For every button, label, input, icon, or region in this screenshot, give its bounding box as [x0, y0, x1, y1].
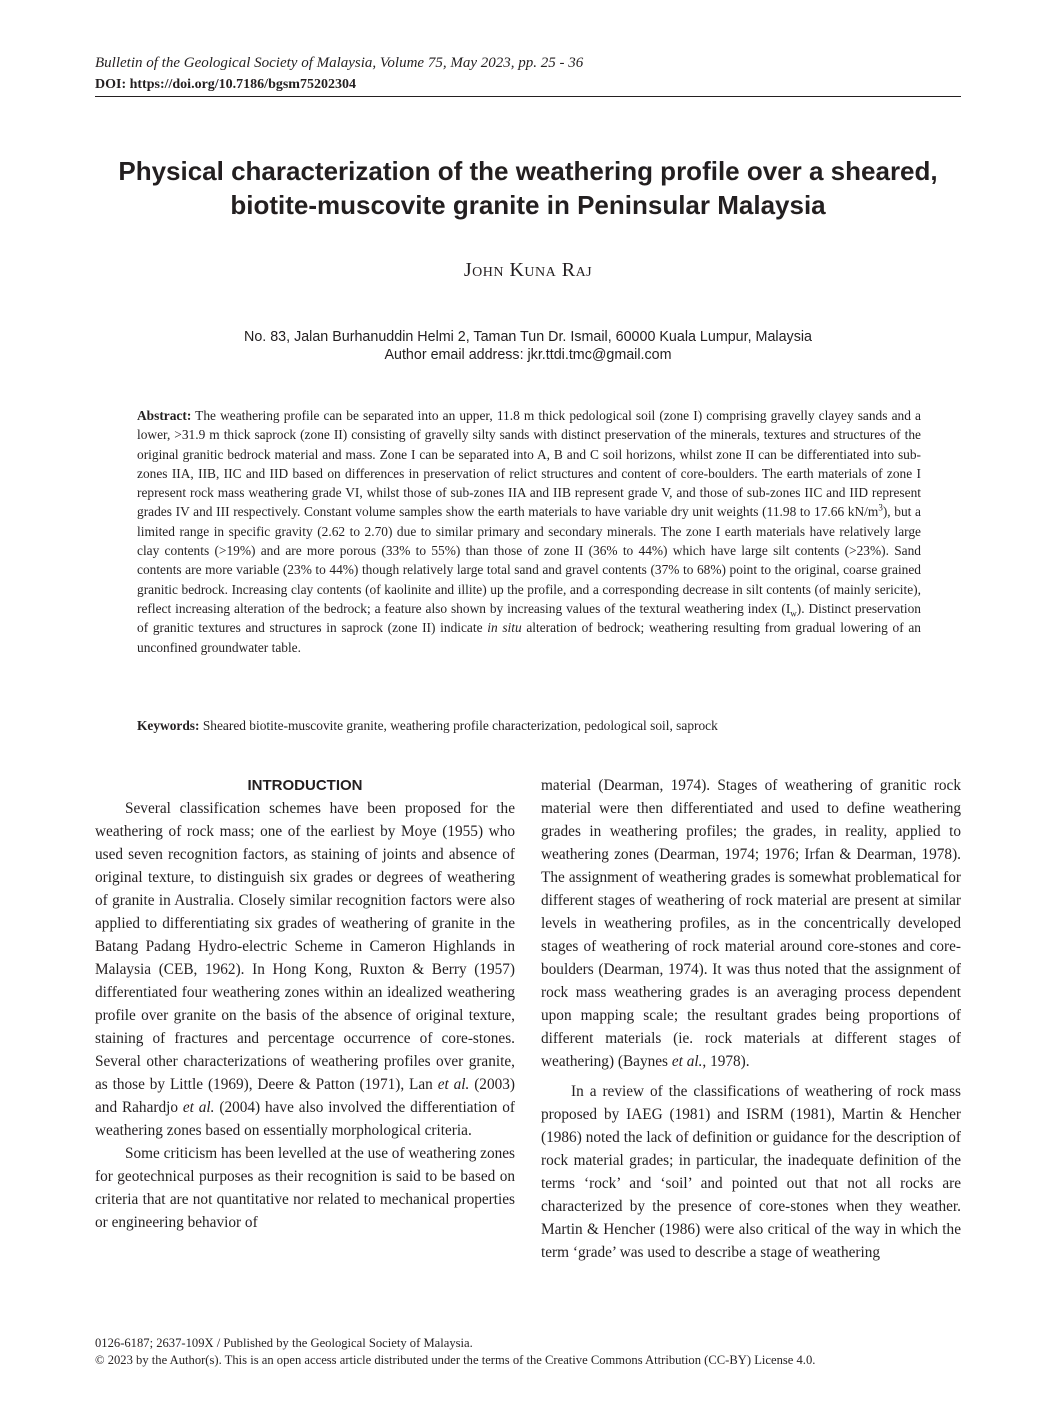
- page-footer: [95, 1335, 961, 1369]
- intro-paragraph-3: [541, 774, 961, 1073]
- footer-issn: 0126-6187; 2637-109X / Published by the Geological Society of Malaysia.: [95, 1336, 473, 1350]
- keywords-label: Keywords:: [137, 718, 200, 733]
- affiliation-address: No. 83, Jalan Burhanuddin Helmi 2, Taman Tun Dr. Ismail, 60000 Kuala Lumpur, Malaysia: [244, 329, 812, 345]
- abstract-italic: in situ: [487, 620, 522, 636]
- abstract-subscript: w: [790, 608, 797, 619]
- affiliation: [95, 328, 961, 364]
- intro-paragraph-2: Some criticism has been levelled at the use of weathering zones for geotechnical purposes as their recognition is said to be based on criteria that are not quantitative nor related to mechanical properties or engineering behavior of: [95, 1145, 515, 1231]
- intro-p1-text-c: (2004) have also involved the differentiation of weathering zones based on essentially morphological criteria.: [95, 1099, 515, 1139]
- footer-license: © 2023 by the Author(s). This is an open access article distributed under the terms of the Creative Commons Attribution (CC-BY) License 4.0.: [95, 1353, 816, 1367]
- keywords: [137, 716, 921, 735]
- intro-p3-text-b: , 1978).: [702, 1053, 750, 1070]
- abstract-label: Abstract:: [137, 408, 192, 423]
- paper-title: [95, 154, 961, 222]
- header-rule: [95, 96, 961, 97]
- intro-p3-italic: et al.: [671, 1053, 703, 1070]
- abstract-text-1: The weathering profile can be separated into an upper, 11.8 m thick pedological soil (zone I) comprising gravelly clayey sands and a lower, >31.9 m thick saprock (zone II) consisting of gravelly silty sands with distinct preservation of the minerals, textures and structures of the original granitic bedrock material and mass. Zone I can be separated into A, B and C soil horizons, whilst zone II can be differentiated into sub-zones IIA, IIB, IIC and IID based on differences in preservation of relict structures and content of core-boulders. The earth materials of zone I represent rock mass weathering grade VI, whilst those of sub-zones IIA and IIB represent grade V, and those of sub-zones IIC and IID represent grades IV and III respectively. Constant volume samples show the earth materials to have variable dry unit weights (11.98 to 17.66 kN/m: [137, 408, 921, 520]
- doi-line[interactable]: DOI: https://doi.org/10.7186/bgsm75202304: [95, 77, 356, 92]
- title-line-2: biotite-muscovite granite in Peninsular Malaysia: [230, 190, 826, 220]
- abstract-superscript: 3: [878, 503, 883, 514]
- author-email[interactable]: Author email address: jkr.ttdi.tmc@gmail.com: [384, 347, 672, 363]
- journal-citation: Bulletin of the Geological Society of Malaysia, Volume 75, May 2023, pp. 25 - 36: [95, 55, 584, 71]
- left-column: [95, 774, 515, 1234]
- title-line-1: Physical characterization of the weathering profile over a sheared,: [118, 156, 938, 186]
- intro-paragraph-4: In a review of the classifications of weathering of rock mass proposed by IAEG (1981) and ISRM (1981), Martin & Hencher (1986) noted the lack of definition or guidance for the description of rock material grades; in particular, the inadequate definition of the terms ‘rock’ and ‘soil’ and pointed out that not all rocks are characterized by the presence of core-stones when they weather. Martin & Hencher (1986) were also critical of the way in which the term ‘grade’ was used to describe a stage of weathering: [541, 1083, 961, 1261]
- intro-p3-text-a: material (Dearman, 1974). Stages of weathering of granitic rock material were then differentiated and used to define weathering grades in weathering profiles; the grades, in reality, applied to weathering zones (Dearman, 1974; 1976; Irfan & Dearman, 1978). The assignment of weathering grades is somewhat problematical for different stages of weathering of rock material are present at similar levels in weathering profiles, as in the concentrically developed stages of weathering of rock material around core-stones and core-boulders (Dearman, 1974). It was thus noted that the assignment of rock mass weathering grades is an averaging process dependent upon mapping scale; the resultant grades being proportions of different materials (ie. rock materials at different stages of weathering) (Baynes: [541, 777, 961, 1070]
- abstract: [137, 406, 921, 657]
- author-name: John Kuna Raj: [463, 259, 593, 281]
- intro-p1-italic-2: et al.: [182, 1099, 215, 1116]
- abstract-text-3: ). Distinct preservation of granitic textures and structures in saprock (zone II) indicate: [137, 600, 921, 636]
- introduction-heading: INTRODUCTION: [247, 777, 363, 794]
- abstract-text-4: alteration of bedrock; weathering resulting from gradual lowering of an unconfined groundwater table.: [137, 620, 921, 655]
- right-column: [541, 774, 961, 1264]
- intro-p1-italic-1: et al.: [437, 1076, 470, 1093]
- keywords-text: Sheared biotite-muscovite granite, weathering profile characterization, pedological soil, saprock: [199, 718, 718, 733]
- abstract-text-2: ), but a limited range in specific gravity (2.62 to 2.70) due to similar primary and secondary minerals. The zone I earth materials have relatively large clay contents (>19%) and are more porous (33% to 55%) than those of zone II (36% to 44%) which have large silt contents (>23%). Sand contents are more variable (23% to 44%) though relatively large total sand and gravel contents (37% to 68%) point to the original, coarse grained granitic bedrock. Increasing clay contents (of kaolinite and illite) up the profile, and a corresponding decrease in silt contents (of mainly sericite), reflect increasing alteration of the bedrock; a feature also shown by increasing values of the textural weathering index (I: [137, 504, 921, 616]
- intro-paragraph-1: [95, 797, 515, 1142]
- intro-p1-text-b: (2003) and Rahardjo: [95, 1076, 515, 1116]
- intro-p1-text-a: Several classification schemes have been proposed for the weathering of rock mass; one of the earliest by Moye (1955) who used seven recognition factors, as staining of joints and absence of original texture, to distinguish six grades or degrees of weathering of granite in Australia. Closely similar recognition factors were also applied to differentiating six grades of weathering of granite in the Batang Padang Hydro-electric Scheme in Cameron Highlands in Malaysia (CEB, 1962). In Hong Kong, Ruxton & Berry (1957) differentiated four weathering zones within an idealized weathering profile over granite on the basis of the absence of original texture, staining of fractures and percentage occurrence of core-stones. Several other characterizations of weathering profiles over granite, as those by Little (1969), Deere & Patton (1971), Lan: [95, 800, 515, 1093]
